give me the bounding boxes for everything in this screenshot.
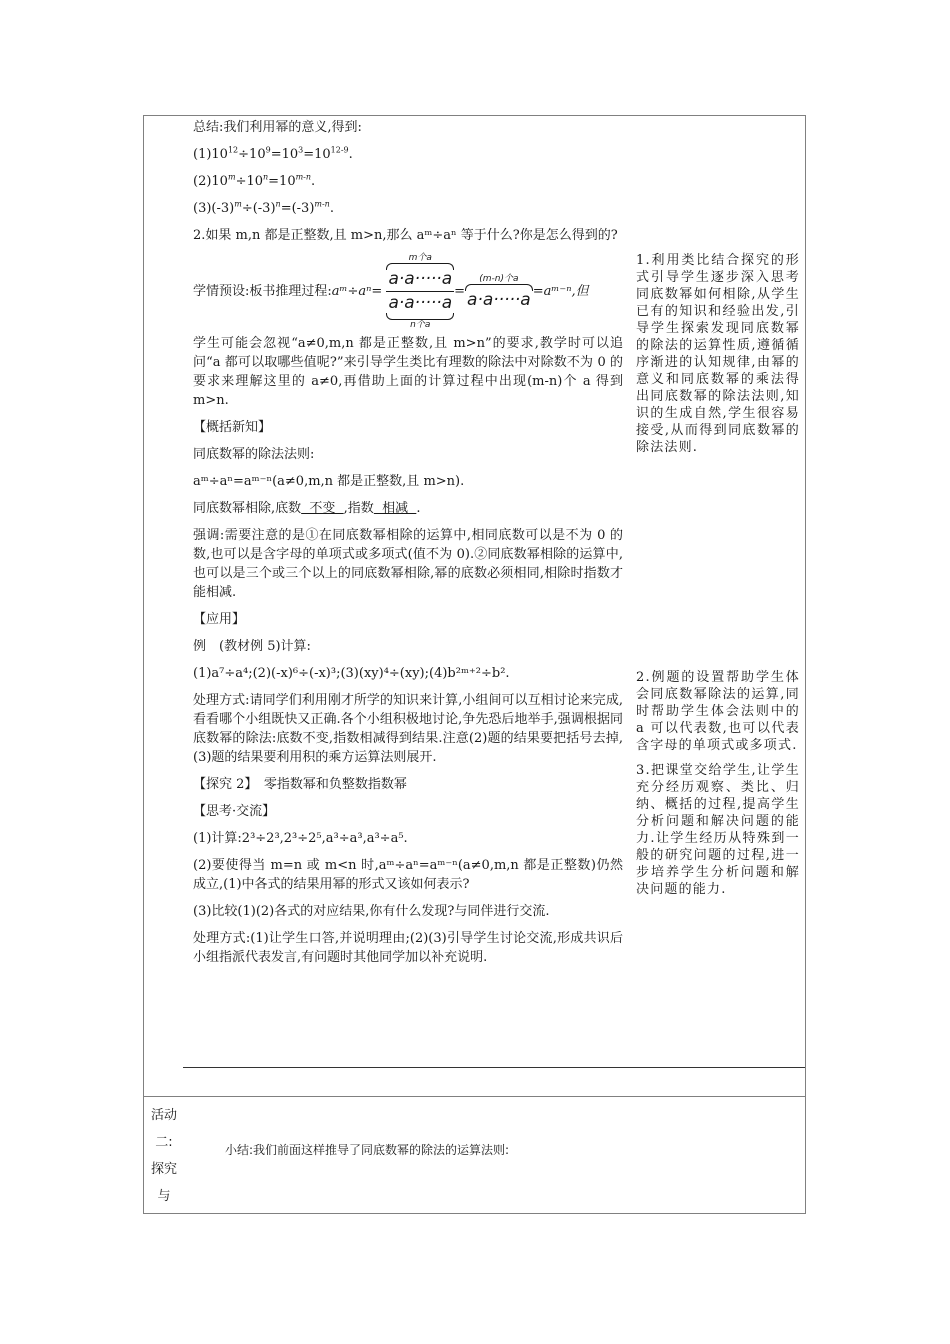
equation-1: $(1)10^{12}\div 10^9=10^3=10^{12-9}$. [193, 145, 353, 162]
emphasis: 强调:需要注意的是①在同底数幂相除的运算中,相同底数可以是不为 0 的数,也可以是含字母的单项式或多项式(值不为 0).②同底数幂相除的运算中,也可以是三个或三个以上的同底数幂相除,幂的底数必须相同,相除时指数才能相减. [193, 528, 623, 600]
heading-explore-2: 【探究 2】 零指数幂和负整数指数幂 [193, 777, 407, 792]
underbrace [386, 313, 454, 320]
method-1: 处理方式:请同学们利用刚才所学的知识来计算,小组间可以互相讨论来完成,看看哪个小组既快又正确.各个小组积极地讨论,争先恐后地举手,强调根据同底数幂的除法:底数不变,指数相减得到结果.注意(2)题的结果要把括号去掉,(3)题的结果要利用积的乘方运算法则展开. [193, 693, 623, 765]
heading-think-exchange: 【思考·交流】 [193, 804, 276, 819]
example-label: 例 (教材例 5)计算: [193, 639, 311, 654]
heading-apply: 【应用】 [193, 612, 246, 627]
blank-answer-1: 不变 [301, 501, 344, 516]
rule-title: 同底数幂的除法法则: [193, 447, 315, 462]
note-3: 3.把课堂交给学生,让学生充分经历观察、类比、归纳、概括的过程,提高学生分析问题和解决问题的能力.让学生经历从特殊到一般的研究问题的过程,进一步培养学生分析问题和解决问题的能力. [636, 763, 800, 897]
activity-label: 活动 二: 探究 与 [150, 1108, 177, 1204]
summary-intro: 总结:我们利用幂的意义,得到: [193, 120, 362, 135]
method-2: 处理方式:(1)让学生口答,并说明理由;(2)(3)引导学生讨论交流,形成共识后小组指派代表发言,有问题时其他同学加以补充说明. [193, 931, 623, 965]
divider-line [183, 1067, 805, 1068]
equation-2: $(2)10^m\div 10^n=10^{m-n}$. [193, 172, 316, 189]
rule-formula: aᵐ÷aⁿ=aᵐ⁻ⁿ(a≠0,m,n 都是正整数,且 m>n). [193, 474, 465, 489]
explanation: 学生可能会忽视“a≠0,m,n 都是正整数,且 m>n”的要求,教学时可以追问“a 都可以取哪些值呢?”来引导学生类比有理数的除法中对除数不为 0 的要求来理解这里的 a≠0,再借助上面的计算过程中出现(m-n)个 a 得到 m>n. [193, 336, 623, 408]
design-notes [636, 252, 800, 906]
main-content [193, 118, 623, 975]
blank-answer-2: 相减 [373, 501, 417, 516]
equation-3: $(3)(-3)^m\div(-3)^n=(-3)^{m-n}$. [193, 199, 334, 216]
fill-in-rule: 同底数幂相除,底数 不变 ,指数 相减 . [193, 501, 421, 516]
summary-text: 小结:我们前面这样推导了同底数幂的除法的运算法则: [225, 1143, 510, 1157]
think-3: (3)比较(1)(2)各式的对应结果,你有什么发现?与同伴进行交流. [193, 904, 550, 919]
note-2: 2.例题的设置帮助学生体会同底数幂除法的运算,同时帮助学生体会法则中的 a 可以代表数,也可以代表含字母的单项式或多项式. [636, 670, 800, 753]
heading-new-knowledge: 【概括新知】 [193, 420, 272, 435]
derivation-fraction: m个a a·a·····a a·a·····a n个a = (m-n)个a a·a·····a =aᵐ⁻ⁿ,但 [388, 253, 589, 330]
question-2: 2.如果 m,n 都是正整数,且 m>n,那么 aᵐ÷aⁿ 等于什么?你是怎么得到的? [193, 228, 618, 243]
derivation: 学情预设:板书推理过程:aᵐ÷aⁿ= m个a a·a·····a a·a·····a n个a = (m-n)个a a·a·····a =aᵐ⁻ⁿ,但 [193, 253, 589, 330]
think-2: (2)要使得当 m=n 或 m<n 时,aᵐ÷aⁿ=aᵐ⁻ⁿ(a≠0,m,n 都是正整数)仍然成立,(1)中各式的结果用幂的形式又该如何表示? [193, 858, 623, 892]
note-1: 1.利用类比结合探究的形式引导学生逐步深入思考同底数幂如何相除,从学生已有的知识和经验出发,引导学生探索发现同底数幂的除法的运算性质,遵循循序渐进的认知规律,由幂的意义和同底数幂的乘法得出同底数幂的除法法则,知识的生成自然,学生很容易接受,从而得到同底数幂的除法法则. [636, 253, 800, 455]
example-items: (1)a⁷÷a⁴;(2)(-x)⁶÷(-x)³;(3)(xy)⁴÷(xy);(4)b²ᵐ⁺²÷b². [193, 666, 510, 681]
think-1: (1)计算:2³÷2³,2³÷2⁵,a³÷a³,a³÷a⁵. [193, 831, 408, 846]
